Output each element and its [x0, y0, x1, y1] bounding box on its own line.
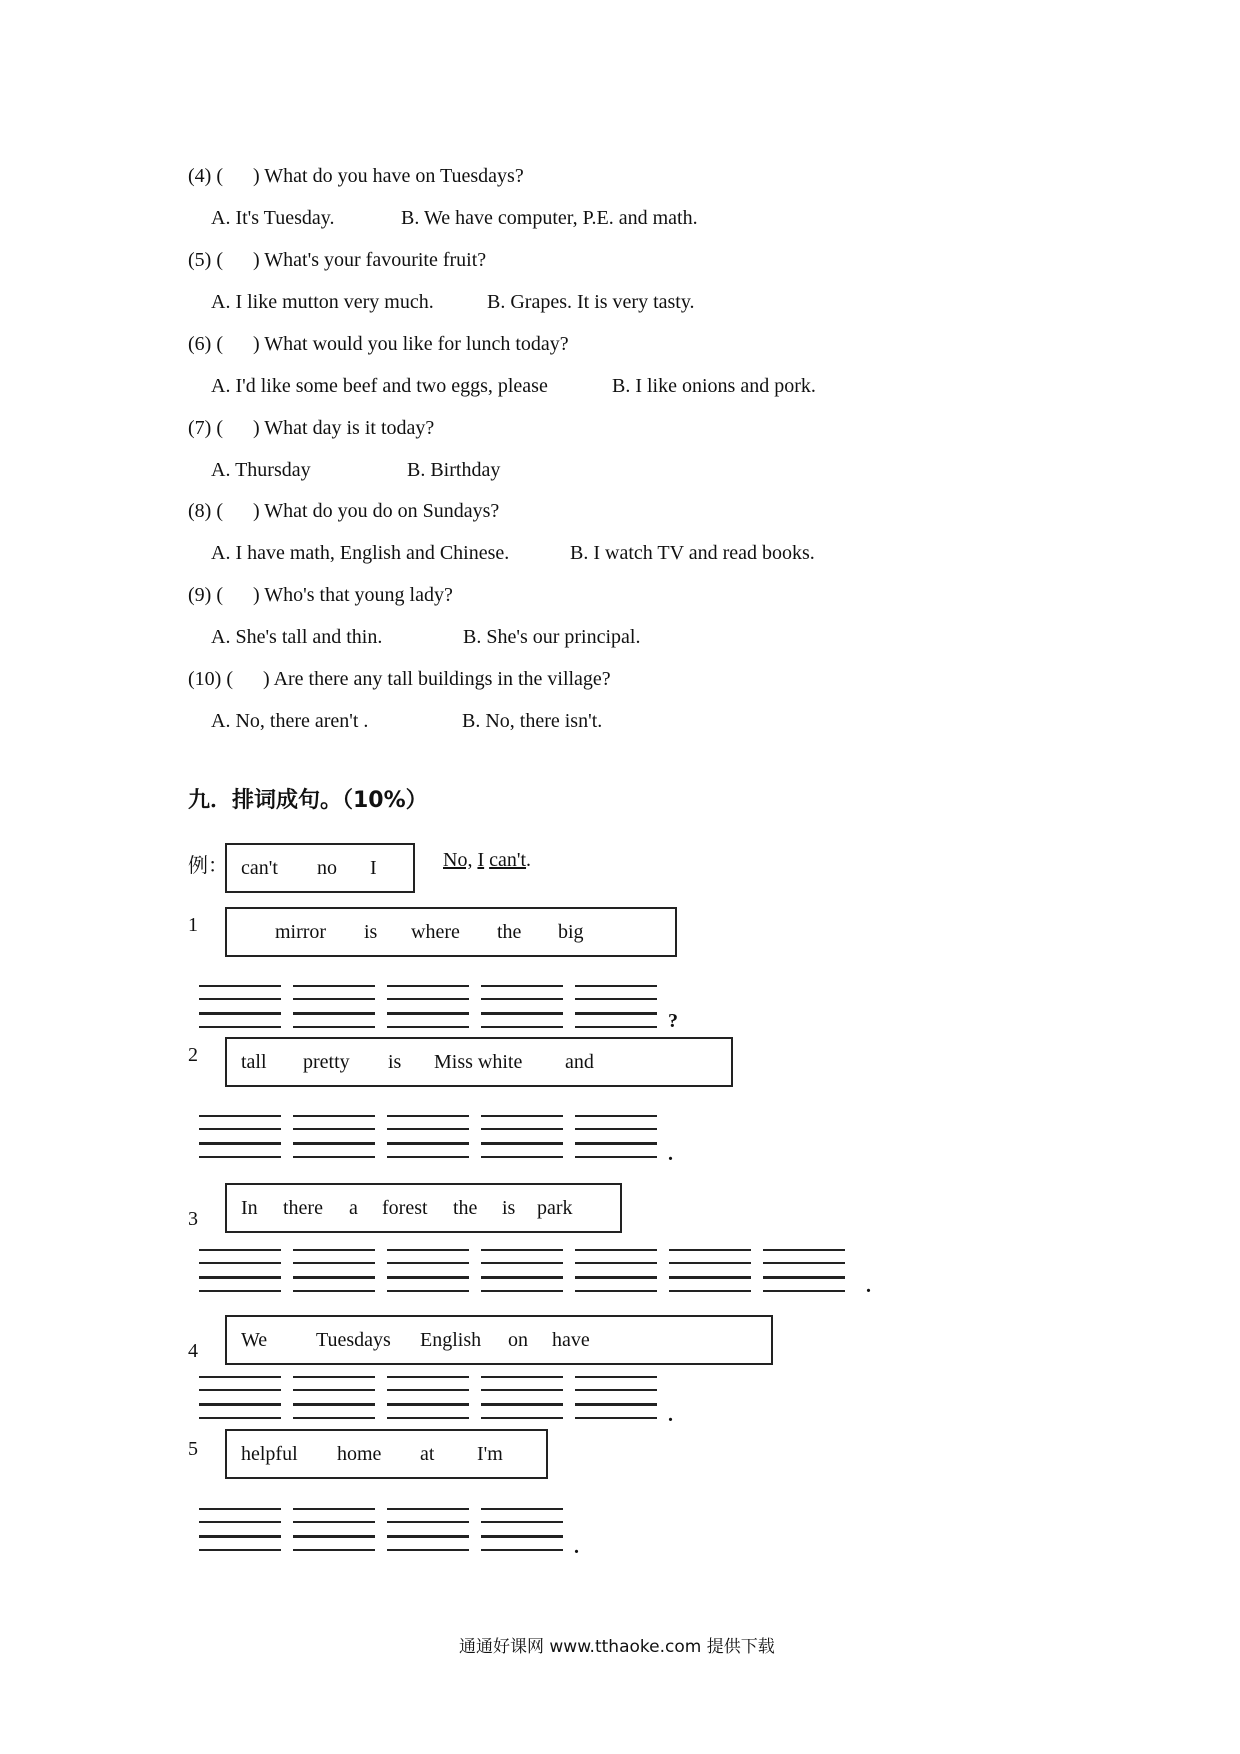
example-label: 例： — [188, 855, 228, 877]
answer-slot[interactable] — [293, 1508, 375, 1552]
example-answer — [443, 849, 531, 872]
answer-slot[interactable] — [387, 1508, 469, 1552]
option-a: A. No, there aren't . — [211, 710, 369, 732]
word: is — [388, 1051, 402, 1073]
question-number: (5) ( — [188, 249, 223, 271]
answer-slot[interactable] — [199, 1508, 281, 1552]
word: there — [283, 1197, 323, 1219]
answer-slot[interactable] — [575, 1249, 657, 1293]
answer-slot[interactable] — [763, 1249, 845, 1293]
answer-word: I — [477, 849, 485, 871]
question-text: What's your favourite fruit? — [264, 249, 487, 271]
answer-slot[interactable] — [199, 1249, 281, 1293]
answer-slot[interactable] — [387, 985, 469, 1029]
question-text: What do you have on Tuesdays? — [264, 165, 524, 187]
option-b: B. She's our principal. — [463, 626, 641, 648]
word: have — [552, 1329, 590, 1351]
answer-slot[interactable] — [387, 1376, 469, 1420]
answer-punct: . — [526, 849, 532, 871]
answer-slot[interactable] — [575, 985, 657, 1029]
option-a: A. Thursday — [211, 459, 311, 481]
question-paren-close: ) — [252, 500, 260, 522]
answer-slot[interactable] — [481, 1376, 563, 1420]
word-box-1 — [225, 907, 677, 957]
answer-slot[interactable] — [481, 985, 563, 1029]
item-number: 5 — [188, 1438, 198, 1460]
word: no — [317, 857, 337, 879]
word: on — [508, 1329, 528, 1351]
word: at — [420, 1443, 435, 1465]
question-paren-close: ) — [252, 165, 260, 187]
question-text: What do you do on Sundays? — [264, 500, 500, 522]
word: In — [241, 1197, 258, 1219]
item-number: 1 — [188, 914, 198, 936]
option-b: B. Grapes. It is very tasty. — [487, 291, 695, 313]
answer-slot[interactable] — [199, 1376, 281, 1420]
option-a: A. She's tall and thin. — [211, 626, 383, 648]
question-paren-close: ) — [252, 249, 260, 271]
end-punctuation: . — [866, 1275, 871, 1297]
page-footer: 通通好课网 www.tthaoke.com 提供下载 — [459, 1637, 775, 1657]
answer-slot[interactable] — [293, 985, 375, 1029]
question-paren-close: ) — [252, 417, 260, 439]
answer-slot[interactable] — [293, 1115, 375, 1159]
option-b: B. I watch TV and read books. — [570, 542, 815, 564]
answer-word: No, — [443, 849, 473, 871]
section-title: 九．排词成句。（10%） — [188, 788, 428, 813]
word: We — [241, 1329, 268, 1351]
question-paren-close: ) — [262, 668, 270, 690]
end-punctuation: . — [668, 1143, 673, 1165]
question-number: (10) ( — [188, 668, 233, 690]
word: Tuesdays — [316, 1329, 391, 1351]
answer-slot[interactable] — [481, 1508, 563, 1552]
answer-slot[interactable] — [199, 985, 281, 1029]
word-box-3 — [225, 1183, 622, 1233]
question-number: (6) ( — [188, 333, 223, 355]
word: where — [411, 921, 460, 943]
word: English — [420, 1329, 482, 1351]
question-paren-close: ) — [252, 333, 260, 355]
word: is — [364, 921, 378, 943]
question-6 — [188, 333, 569, 356]
answer-slot[interactable] — [669, 1249, 751, 1293]
word: big — [558, 921, 584, 943]
word-box-4 — [225, 1315, 773, 1365]
question-10 — [188, 668, 611, 691]
word: pretty — [303, 1051, 350, 1073]
answer-slot[interactable] — [387, 1249, 469, 1293]
word-box-2 — [225, 1037, 733, 1087]
word: can't — [241, 857, 278, 879]
answer-slot[interactable] — [481, 1249, 563, 1293]
question-paren-close: ) — [252, 584, 260, 606]
example-word-box — [225, 843, 415, 893]
question-number: (9) ( — [188, 584, 223, 606]
question-number: (7) ( — [188, 417, 223, 439]
word: helpful — [241, 1443, 298, 1465]
word: I — [370, 857, 377, 879]
word: and — [565, 1051, 594, 1073]
word-box-5 — [225, 1429, 548, 1479]
option-a: A. I have math, English and Chinese. — [211, 542, 510, 564]
item-number: 2 — [188, 1044, 198, 1066]
answer-slot[interactable] — [387, 1115, 469, 1159]
option-b: B. Birthday — [407, 459, 501, 481]
option-b: B. I like onions and pork. — [612, 375, 816, 397]
end-punctuation: . — [574, 1536, 579, 1558]
word: the — [497, 921, 522, 943]
answer-slot[interactable] — [199, 1115, 281, 1159]
question-7 — [188, 417, 434, 440]
option-a: A. I like mutton very much. — [211, 291, 434, 313]
word: is — [502, 1197, 516, 1219]
option-a: A. I'd like some beef and two eggs, please — [211, 375, 548, 397]
question-text: Who's that young lady? — [264, 584, 453, 606]
question-5 — [188, 249, 486, 272]
word: I'm — [477, 1443, 503, 1465]
question-9 — [188, 584, 453, 607]
option-b: B. No, there isn't. — [462, 710, 603, 732]
option-b: B. We have computer, P.E. and math. — [401, 207, 698, 229]
question-text: What day is it today? — [264, 417, 435, 439]
answer-slot[interactable] — [481, 1115, 563, 1159]
end-punctuation: . — [668, 1404, 673, 1426]
word: the — [453, 1197, 478, 1219]
word: forest — [382, 1197, 428, 1219]
word: mirror — [275, 921, 327, 943]
end-punctuation: ? — [668, 1010, 678, 1032]
question-text: Are there any tall buildings in the village? — [273, 668, 611, 690]
answer-slot[interactable] — [575, 1115, 657, 1159]
question-8 — [188, 500, 499, 523]
word: Miss white — [434, 1051, 523, 1073]
question-text: What would you like for lunch today? — [264, 333, 569, 355]
item-number: 4 — [188, 1340, 198, 1362]
question-number: (8) ( — [188, 500, 223, 522]
word: tall — [241, 1051, 267, 1073]
answer-slot[interactable] — [575, 1376, 657, 1420]
question-4 — [188, 165, 524, 188]
answer-slot[interactable] — [293, 1376, 375, 1420]
option-a: A. It's Tuesday. — [211, 207, 335, 229]
word: park — [537, 1197, 573, 1219]
word: home — [337, 1443, 382, 1465]
answer-slot[interactable] — [293, 1249, 375, 1293]
question-number: (4) ( — [188, 165, 223, 187]
answer-word: can't — [489, 849, 527, 871]
item-number: 3 — [188, 1208, 198, 1230]
word: a — [349, 1197, 358, 1219]
